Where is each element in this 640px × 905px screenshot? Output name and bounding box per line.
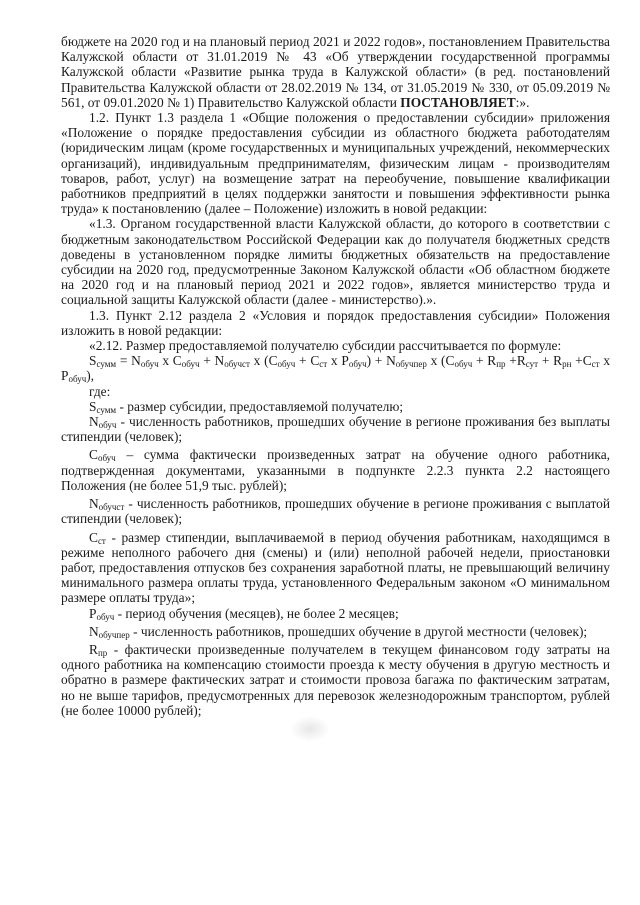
where-label: где: <box>89 383 111 399</box>
definition-p-obuch: $Р_{обуч}$ - период обучения (месяцев), не более 2 месяцев; <box>89 605 399 622</box>
paragraph-2-12: «2.12. Размер предоставляемой получателю субсидии рассчитывается по формуле: <box>89 338 562 354</box>
postanovlyaet-word: ПОСТАНОВЛЯЕТ <box>400 94 516 110</box>
subsidy-formula: $S_{сумм} = N_{обуч}$ x $С_{обуч} + N_{обучст}$ x ($С_{обуч} + С_{ст}$ x $Р_{обуч}) + N_{обучпер}$ x ($С_{обуч} + R_{пр} +R_{сут} + R_{рн} +С_{ст}$ x $Р_{обуч}$), <box>61 353 611 385</box>
document-body <box>61 34 610 718</box>
definition-n-obuchper: $N_{обучпер}$ - численность работников, прошедших обучение в другой местности (человек); <box>89 623 588 640</box>
definition-c-st: $С_{ст}$ - размер стипендии, выплачиваемой в период обучения работникам, находящимся в режиме неполного рабочего дня (смены) и (или) неполной рабочей недели, приостановки работ, предоставления отпусков без сохранения заработной платы, не превышающий величину минимального размера оплаты труда, установленного Федеральным законом «О минимальном размере оплаты труда»; <box>61 529 610 606</box>
paragraph-1-3-quote: «1.3. Органом государственной власти Калужской области, до которого в соответствии с бюджетным законодательством Российской Федерации как до получателя бюджетных средств доведены в установленном порядке лимиты бюджетных обязательств на предоставление субсидии на 2020 год, предусмотренные Законом Калужской области «Об областном бюджете на 2020 год и на плановый период 2021 и 2022 годов», является министерство труда и социальной защиты Калужской области (далее - министерство).». <box>61 216 610 308</box>
definition-n-obuchst: $N_{обучст}$ - численность работников, прошедших обучение в регионе проживания с выплатой стипендии (человек); <box>61 496 610 527</box>
intro-paragraph <box>61 34 610 110</box>
intro-text: бюджете на 2020 год и на плановый период 2021 и 2022 годов», постановлением Правительства Калужской области от 31.01.2019 № 43 «Об утверждении государственной программы Калужской области «Развитие рынка труда в Калужской области» (в ред. постановлений Правительства Калужской области от 28.02.2019 № 134, от 31.05.2019 № 330, от 05.09.2019 № 561, от 09.01.2020 № 1) Правительство Калужской области <box>61 34 610 110</box>
paragraph-1-2: 1.2. Пункт 1.3 раздела 1 «Общие положения о предоставлении субсидии» приложения «Положение о порядке предоставления субсидии из областного бюджета работодателям (юридическим лицам (кроме государственных и муниципальных учреждений, некоммерческих организаций), индивидуальным предпринимателям, физическим лицам - производителям товаров, работ, услуг) на возмещение затрат на переобучение, повышение квалификации работников предприятий в целях поддержки занятости и повышения эффективности рынка труда» к постановлению (далее – Положение) изложить в новой редакции: <box>61 110 610 217</box>
paragraph-1-3: 1.3. Пункт 2.12 раздела 2 «Условия и порядок предоставления субсидии» Положения изложить в новой редакции: <box>61 307 610 338</box>
definition-c-obuch: $С_{обуч}$ – сумма фактически произведенных затрат на обучение одного работника, подтвержденная документами, указанными в подпункте 2.2.3 пункта 2.2 настоящего Положения (не более 51,9 тыс. рублей); <box>61 447 610 493</box>
scan-smudge <box>290 716 330 742</box>
definition-r-pr: $R_{пр}$ - фактически произведенные получателем в текущем финансовом году затраты на одного работника на компенсацию стоимости проезда к месту обучения в другую местность и обратно в размере фактических затрат и стоимости провоза багажа по фактическим затратам, но не выше тарифов, предусмотренных для перевозок железнодорожным транспортом, рублей (не более 10000 рублей); <box>61 641 610 718</box>
definition-n-obuch: $N_{обуч}$ - численность работников, прошедших обучение в регионе проживания без выплаты стипендии (человек); <box>61 414 610 445</box>
intro-tail: :». <box>515 94 530 110</box>
definition-s-summ: $S_{сумм}$ - размер субсидии, предоставляемой получателю; <box>89 398 404 415</box>
